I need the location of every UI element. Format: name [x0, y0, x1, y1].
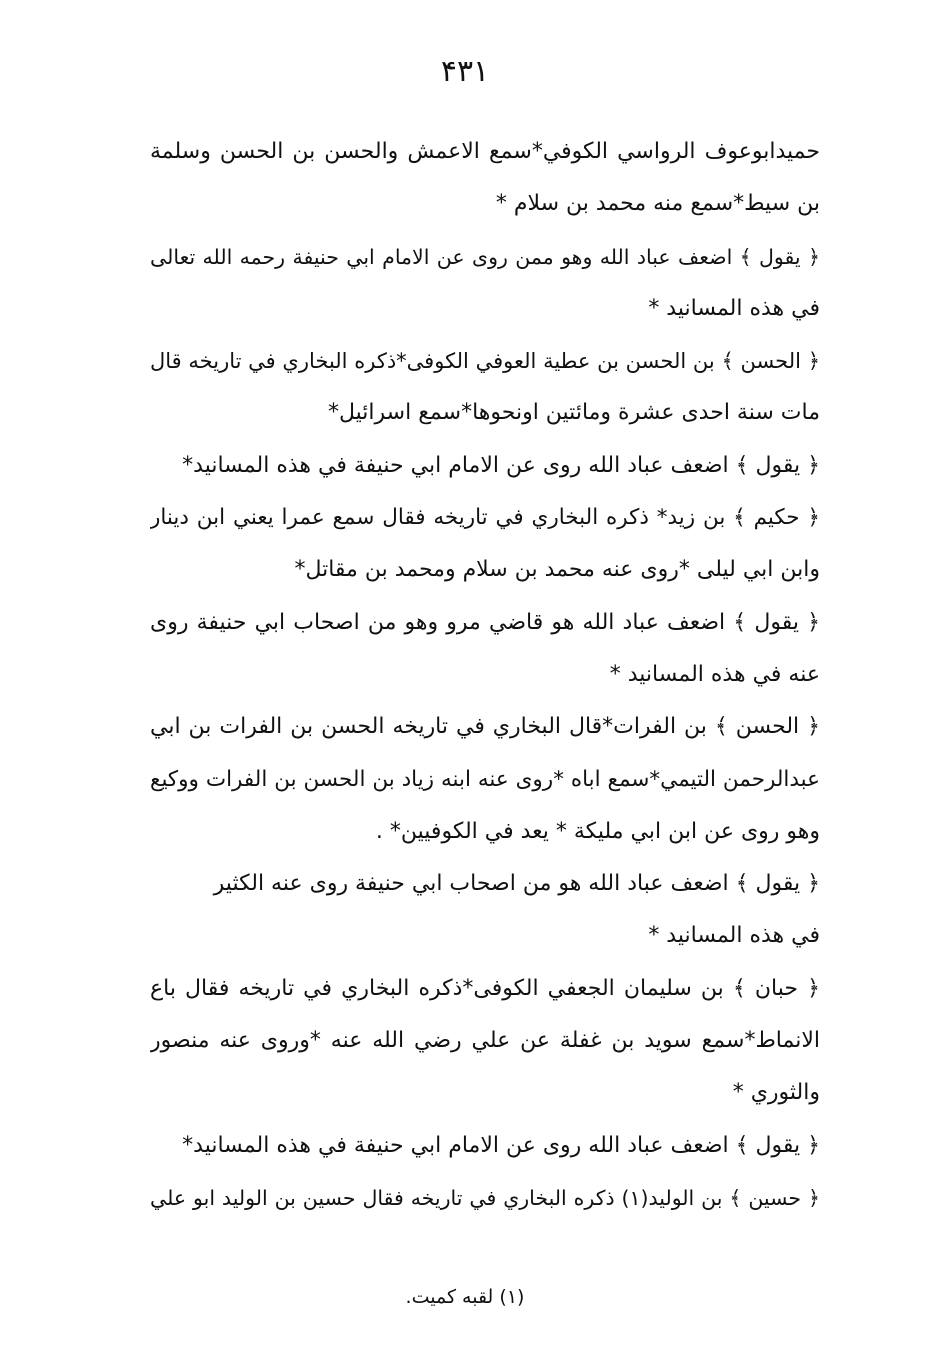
text-line: في هذه المسانيد * [648, 923, 820, 949]
text-line: ﴿ يقول ﴾ اضعف عباد الله روى عن الامام ابي حنيفة في هذه المسانيد* [182, 452, 820, 478]
text-line: بن سيط*سمع منه محمد بن سلام * [495, 191, 820, 217]
text-line: ﴿ حكيم ﴾ بن زيد* ذكره البخاري في تاريخه فقال سمع عمرا يعني ابن دينار [150, 505, 820, 531]
text-line: حميدابوعوف الرواسي الكوفي*سمع الاعمش والحسن بن الحسن وسلمة [150, 139, 820, 164]
text-line: ﴿ الحسن ﴾ بن الحسن بن عطية العوفي الكوفى*ذكره البخاري في تاريخه قال [150, 349, 820, 374]
text-line: والثوري * [732, 1080, 820, 1106]
text-line: ﴿ يقول ﴾ اضعف عباد الله وهو ممن روى عن الامام ابي حنيفة رحمه الله تعالى [150, 244, 820, 269]
text-line: ﴿ الحسن ﴾ بن الفرات*قال البخاري في تاريخه الحسن بن الفرات بن ابي [150, 714, 820, 740]
text-line: ﴿ يقول ﴾ اضعف عباد الله هو قاضي مرو وهو من اصحاب ابي حنيفة روى [150, 609, 820, 635]
text-line: وابن ابي ليلى *روى عنه محمد بن سلام ومحمد بن مقاتل* [294, 557, 820, 583]
text-line: عبدالرحمن التيمي*سمع اباه *روى عنه ابنه زياد بن الحسن بن الفرات ووكيع [150, 766, 820, 792]
body-text [150, 126, 820, 1224]
text-line: ﴿ يقول ﴾ اضعف عباد الله هو من اصحاب ابي حنيفة روى عنه الكثير [213, 871, 820, 897]
page-number: ۴۳۱ [440, 54, 490, 89]
text-line: ﴿ حسين ﴾ بن الوليد(۱) ذكره البخاري في تاريخه فقال حسين بن الوليد ابو علي [150, 1185, 820, 1210]
text-line: ﴿ يقول ﴾ اضعف عباد الله روى عن الامام ابي حنيفة في هذه المسانيد* [182, 1132, 820, 1158]
text-line: عنه في هذه المسانيد * [609, 661, 820, 687]
text-line: في هذه المسانيد * [648, 295, 820, 321]
text-line: وهو روى عن ابن ابي مليكة * يعد في الكوفيين* . [375, 818, 820, 844]
text-line: ﴿ حبان ﴾ بن سليمان الجعفي الكوفى*ذكره البخاري في تاريخه فقال باع [150, 975, 820, 1001]
text-line: مات سنة احدى عشرة ومائتين اونحوها*سمع اسرائيل* [328, 400, 820, 426]
text-line: الانماط*سمع سويد بن غفلة عن علي رضي الله عنه *وروى عنه منصور [150, 1028, 820, 1054]
footnote: (۱) لقبه كميت. [405, 1286, 525, 1308]
